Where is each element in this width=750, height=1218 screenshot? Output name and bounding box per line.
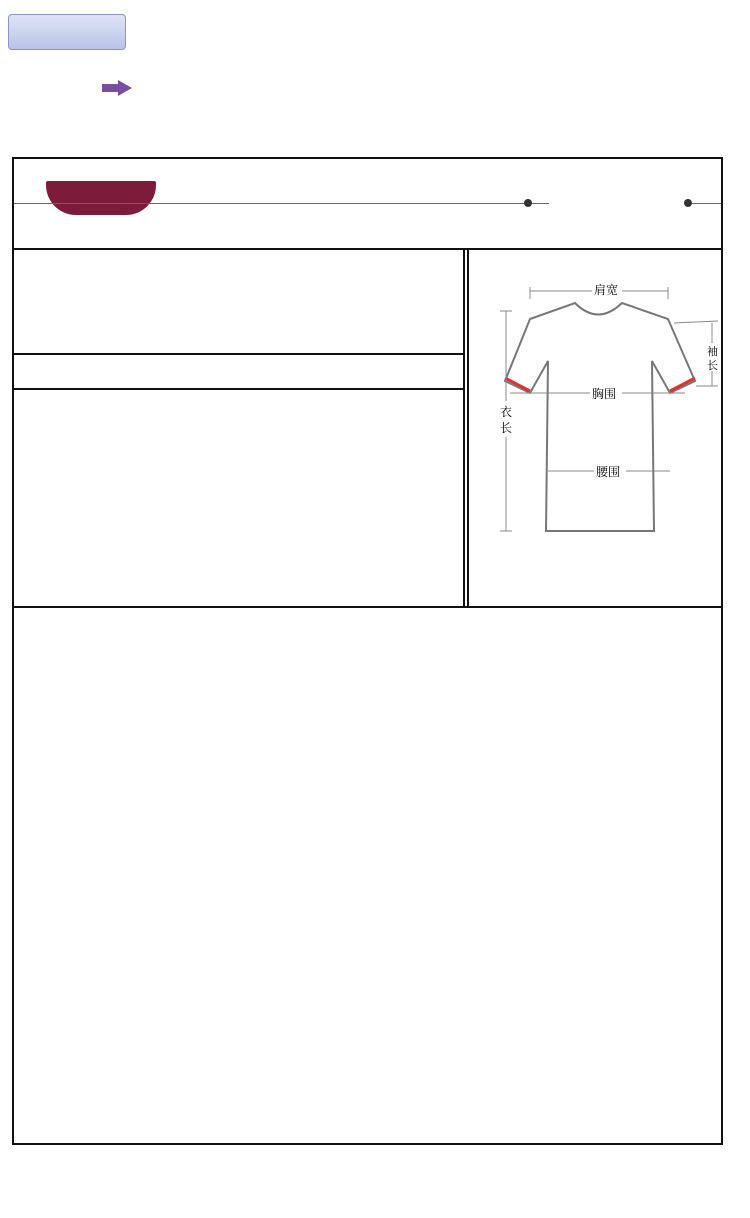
size-chart-frame <box>12 157 723 1145</box>
bullet-dot <box>524 199 532 207</box>
diagram-length-1: 衣 <box>500 405 513 419</box>
diagram-sleeve-2: 长 <box>707 359 718 372</box>
section-tab <box>8 14 126 50</box>
elasticity-bar <box>157 283 424 309</box>
divider <box>463 248 465 606</box>
diagram-length-2: 长 <box>500 421 513 435</box>
diagram-shoulder: 肩宽 <box>594 283 619 297</box>
header-rule <box>692 203 723 204</box>
diagram-chest: 胸围 <box>592 387 617 401</box>
tshirt-diagram <box>470 251 723 606</box>
bullet-dot <box>684 199 692 207</box>
header-rule <box>14 203 549 204</box>
intro-line1 <box>90 75 150 101</box>
diagram-waist: 腰围 <box>596 465 621 479</box>
brand-logo <box>46 181 156 215</box>
divider <box>14 353 465 355</box>
divider <box>467 248 469 606</box>
divider <box>14 248 721 250</box>
divider <box>14 606 721 608</box>
divider <box>14 388 465 390</box>
diagram-sleeve-1: 袖 <box>707 345 718 358</box>
arrow-right-icon <box>102 80 132 96</box>
